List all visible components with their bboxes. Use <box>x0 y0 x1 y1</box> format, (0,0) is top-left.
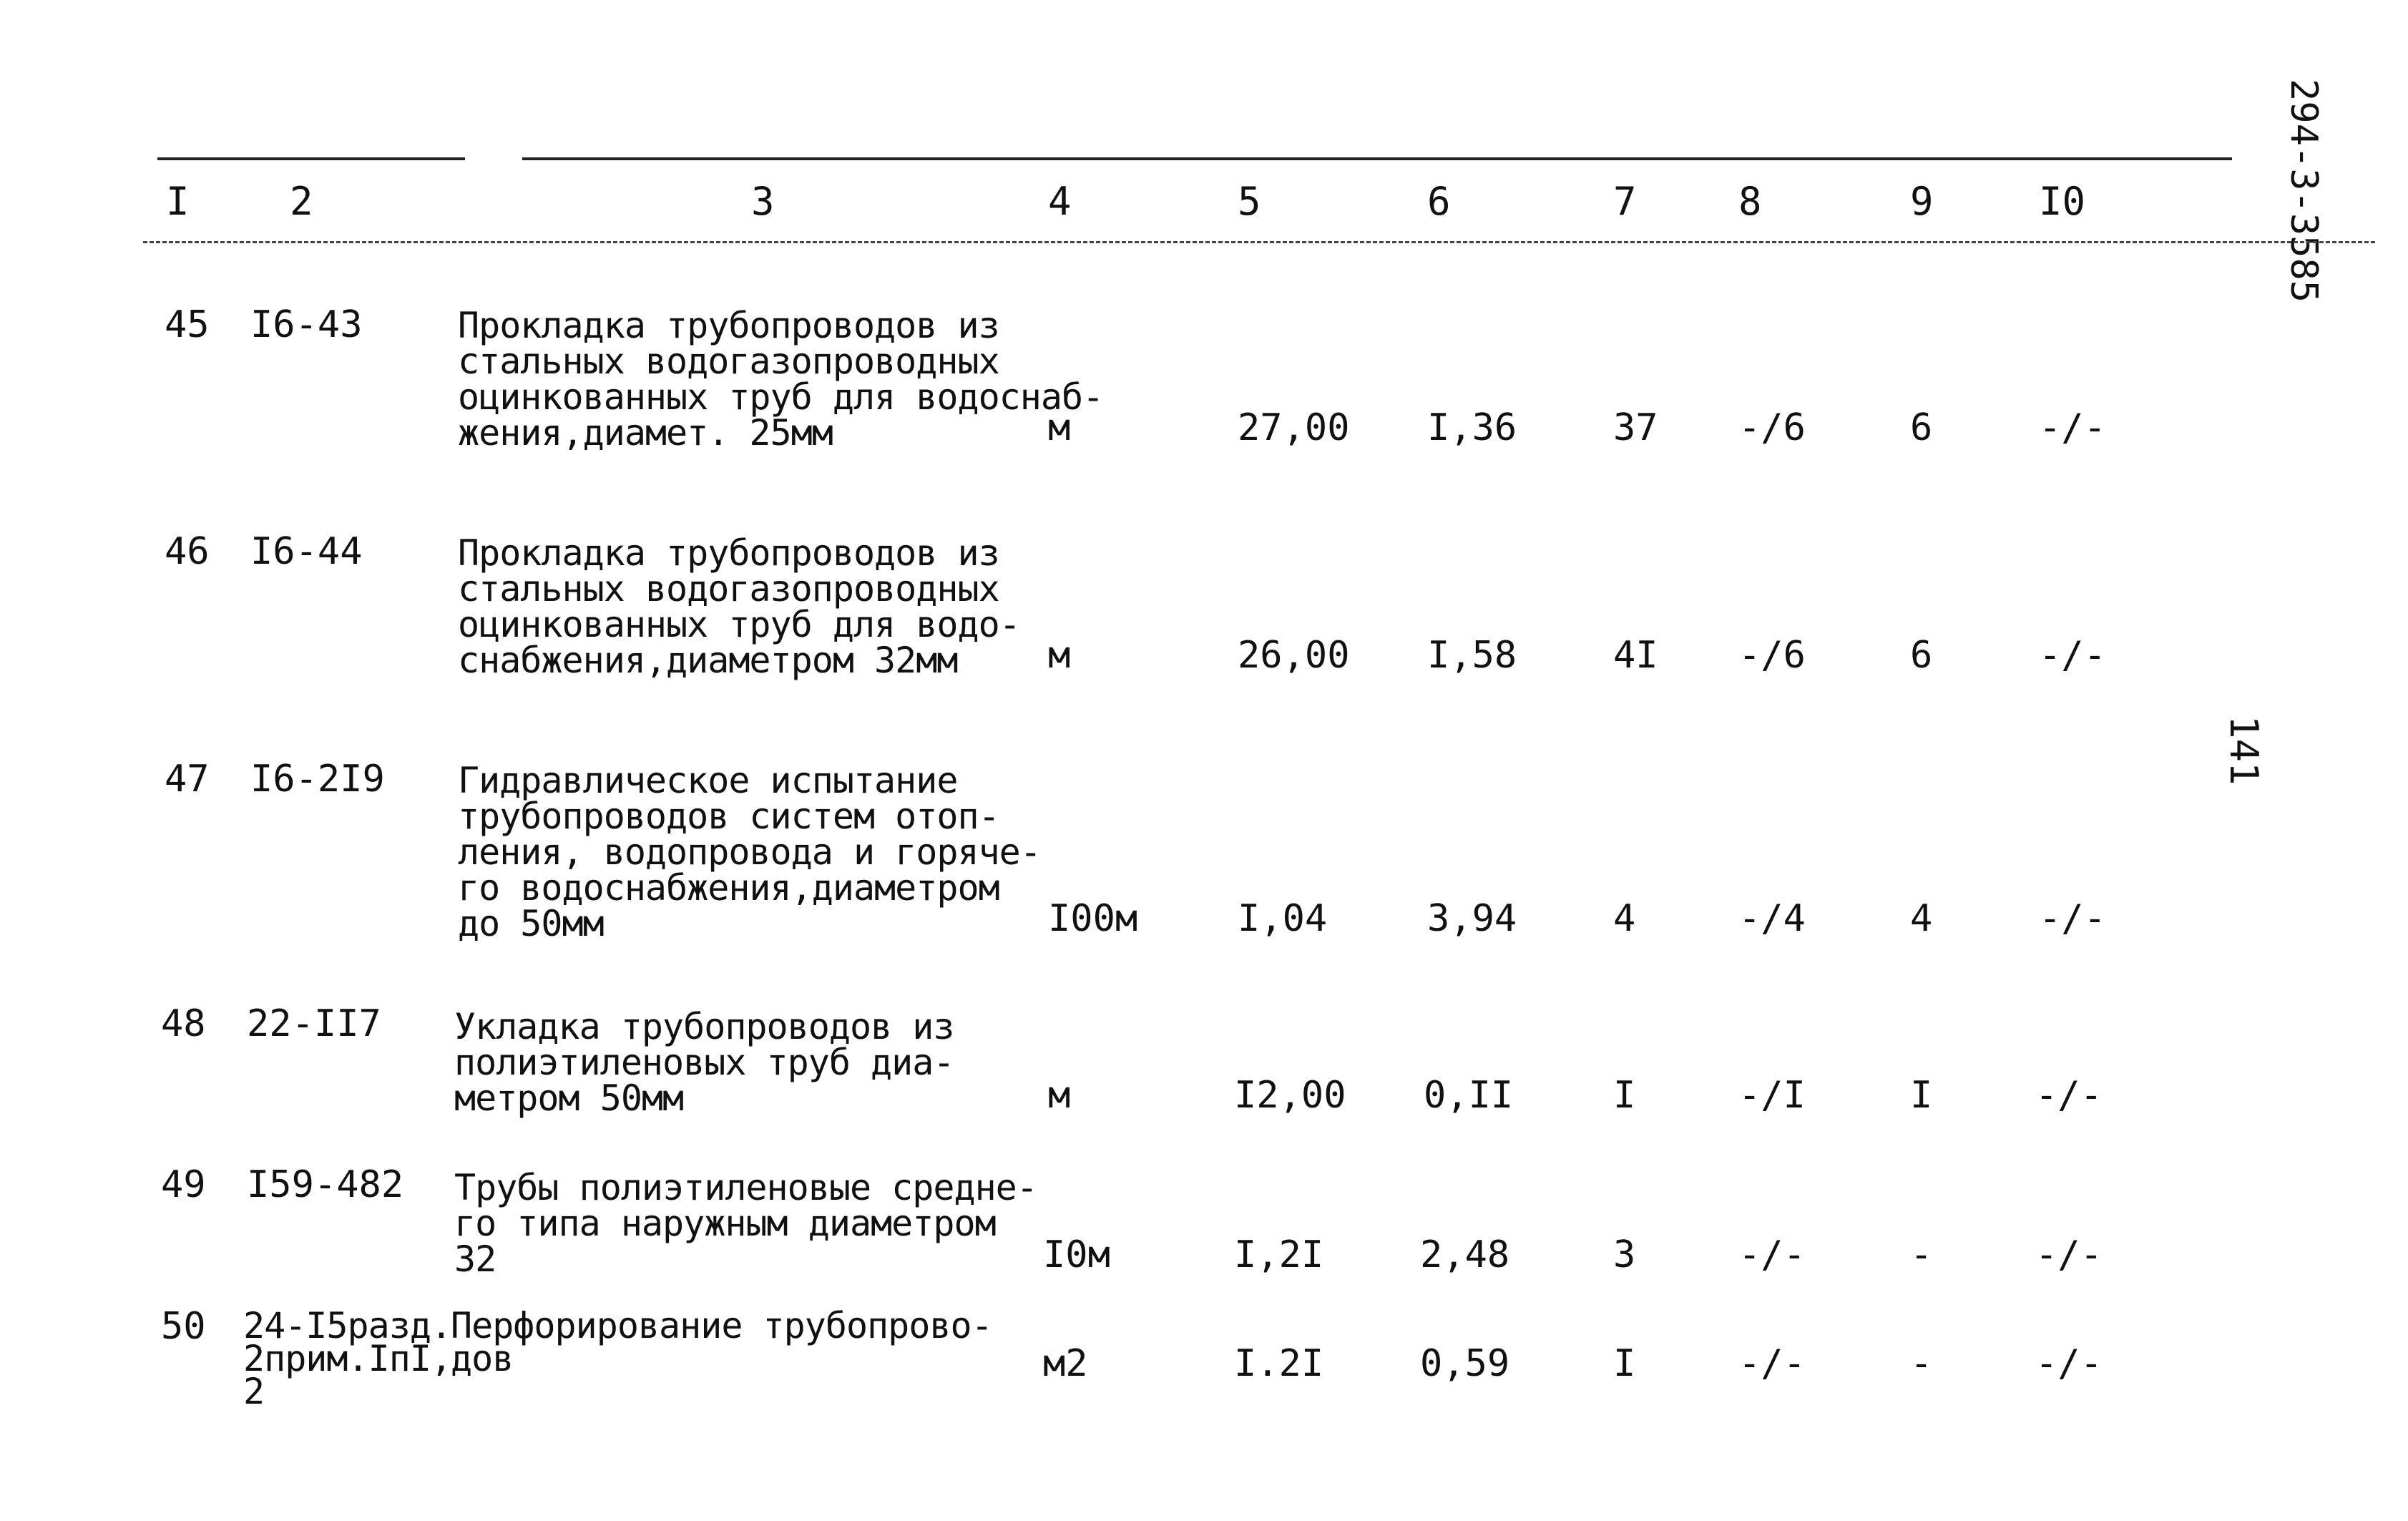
row-col8: -/- <box>1738 1233 1806 1276</box>
row-col7: 37 <box>1613 406 1658 449</box>
row-unit: м <box>1048 634 1071 677</box>
row-col9: 6 <box>1910 634 1933 677</box>
row-col10: -/- <box>2035 1074 2103 1117</box>
row-code: I59-482 <box>247 1163 404 1206</box>
row-code: I6-2I9 <box>250 758 385 801</box>
row-description: Перфорирование трубопрово- дов <box>451 1305 992 1379</box>
row-code: I6-43 <box>250 303 363 346</box>
row-col6: 2,48 <box>1420 1233 1510 1276</box>
row-col6: I,36 <box>1427 406 1517 449</box>
row-col9: - <box>1910 1342 1933 1385</box>
row-col5: I2,00 <box>1234 1074 1346 1117</box>
row-col6: 0,59 <box>1420 1342 1510 1385</box>
row-number: 48 <box>161 1002 206 1045</box>
row-col8: -/4 <box>1738 897 1806 940</box>
row-description: Гидравлическое испытание трубопроводов систем отоп- ления, водопровода и горяче- го водоснабжения,диаметром до 50мм <box>458 760 1041 944</box>
row-unit: I0м <box>1043 1233 1110 1276</box>
row-col5: 26,00 <box>1238 634 1350 677</box>
header-top-rule-left <box>157 157 465 160</box>
row-code: 24-I5разд. 2прим.IпI, 2 <box>243 1305 452 1412</box>
row-col9: - <box>1910 1233 1933 1276</box>
row-col10: -/- <box>2035 1233 2103 1276</box>
column-header-10: I0 <box>2039 179 2086 224</box>
column-header-5: 5 <box>1238 179 1261 224</box>
row-col8: -/6 <box>1738 406 1806 449</box>
column-header-8: 8 <box>1738 179 1762 224</box>
row-col10: -/- <box>2039 634 2106 677</box>
column-header-7: 7 <box>1613 179 1637 224</box>
row-col5: I,04 <box>1238 897 1328 940</box>
row-number: 49 <box>161 1163 206 1206</box>
row-number: 45 <box>165 303 210 346</box>
row-unit: I00м <box>1048 897 1138 940</box>
row-description: Укладка трубопроводов из полиэтиленовых труб диа- метром 50мм <box>454 1006 954 1119</box>
row-col5: I,2I <box>1234 1233 1324 1276</box>
row-description: Трубы полиэтиленовые средне- го типа наружным диаметром 32 <box>454 1167 1037 1280</box>
row-col8: -/I <box>1738 1074 1806 1117</box>
header-top-rule-right <box>522 157 2232 160</box>
row-number: 46 <box>165 530 210 573</box>
margin-page-number: 141 <box>2221 715 2266 786</box>
row-col10: -/- <box>2039 406 2106 449</box>
header-bottom-rule <box>143 241 2375 243</box>
row-col8: -/- <box>1738 1342 1806 1385</box>
row-unit: м <box>1048 1074 1071 1117</box>
row-description: Прокладка трубопроводов из стальных водогазопроводных оцинкованных труб для водо- снабжения,диаметром 32мм <box>458 532 1020 681</box>
row-code: I6-44 <box>250 530 363 573</box>
column-header-2: 2 <box>290 179 313 224</box>
row-col9: 4 <box>1910 897 1933 940</box>
row-col5: I.2I <box>1234 1342 1324 1385</box>
margin-document-code: 294-3-3585 <box>2282 79 2325 303</box>
row-col5: 27,00 <box>1238 406 1350 449</box>
row-col9: 6 <box>1910 406 1933 449</box>
row-col6: 3,94 <box>1427 897 1517 940</box>
row-col9: I <box>1910 1074 1933 1117</box>
row-code: 22-II7 <box>247 1002 381 1045</box>
row-col7: I <box>1613 1342 1636 1385</box>
row-col8: -/6 <box>1738 634 1806 677</box>
row-col10: -/- <box>2039 897 2106 940</box>
row-unit: м <box>1048 406 1071 449</box>
row-col7: I <box>1613 1074 1636 1117</box>
row-col6: 0,II <box>1424 1074 1514 1117</box>
column-header-3: 3 <box>751 179 775 224</box>
row-col7: 3 <box>1613 1233 1636 1276</box>
column-header-6: 6 <box>1427 179 1451 224</box>
row-number: 50 <box>161 1305 206 1348</box>
row-col7: 4 <box>1613 897 1636 940</box>
column-header-4: 4 <box>1048 179 1072 224</box>
column-header-1: I <box>166 179 190 224</box>
row-col6: I,58 <box>1427 634 1517 677</box>
column-header-9: 9 <box>1910 179 1934 224</box>
row-col10: -/- <box>2035 1342 2103 1385</box>
row-description: Прокладка трубопроводов из стальных водогазопроводных оцинкованных труб для водоснаб- жения,диамет. 25мм <box>458 305 1104 454</box>
row-col7: 4I <box>1613 634 1658 677</box>
row-number: 47 <box>165 758 210 801</box>
row-unit: м2 <box>1043 1342 1088 1385</box>
